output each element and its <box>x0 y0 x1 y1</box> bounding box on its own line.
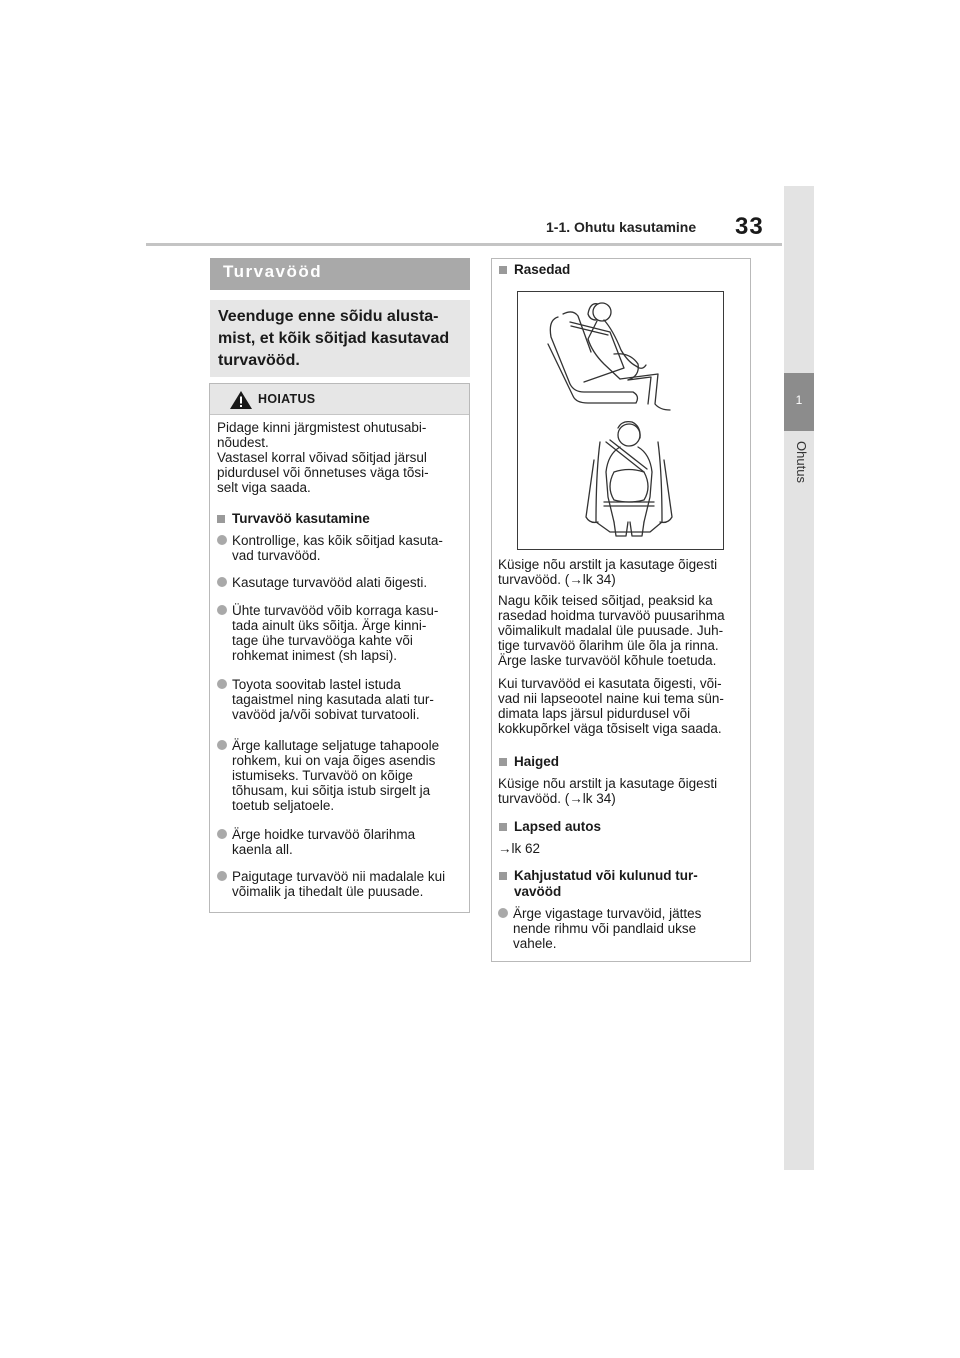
round-bullet-icon <box>217 577 227 587</box>
warning-bullet-4: Toyota soovitab lastel istuda tagaistmel ning kasutada alati tur- vavööd ja/või sobivat turvatooli. <box>232 677 434 722</box>
section-header: 1-1. Ohutu kasutamine <box>546 219 697 235</box>
warning-triangle-icon <box>229 390 253 410</box>
section-title: Turvavööd <box>223 262 323 281</box>
square-bullet-icon <box>217 515 225 523</box>
warning-bullet-5: Ärge kallutage seljatuge tahapoole rohkem, kui on vaja õiges asendis istumiseks. Turvavöö on kõige tõhusam, kui sõitja istub sirgelt ja toetub seljatoele. <box>232 738 440 813</box>
chapter-side-tab <box>784 186 814 1170</box>
pregnant-woman-seatbelt-illustration <box>517 291 724 550</box>
lapsed-heading: Lapsed autos <box>514 819 602 834</box>
lapsed-page-reference[interactable]: →lk 62 <box>498 841 541 856</box>
warning-box <box>209 383 470 913</box>
section-title-bar <box>210 258 470 290</box>
warning-bullet-3: Ühte turvavööd võib korraga kasu- tada ainult üks sõitja. Ärge kinni- tage ühe turvavööga kahte või rohkemat inimest (sh lapsi). <box>232 603 439 663</box>
round-bullet-icon <box>498 908 508 918</box>
rasedad-paragraph-3: Kui turvavööd ei kasutata õigesti, või- vad nii lapseootel naine kui tema sün- dimata laps järsul pidurdusel või kokkupõrkel väga tõsiselt viga saada. <box>498 676 724 736</box>
rasedad-heading: Rasedad <box>514 262 571 277</box>
square-bullet-icon <box>499 758 507 766</box>
haiged-heading: Haiged <box>514 754 560 769</box>
damaged-bullet: Ärge vigastage turvavöid, jättes nende rihmu või pandlaid ukse vahele. <box>513 906 702 951</box>
warning-bullet-6: Ärge hoidke turvavöö õlarihma kaenla all. <box>232 827 416 857</box>
warning-bullet-7: Paigutage turvavöö nii madalale kui võimalik ja tihedalt üle puusade. <box>232 869 446 899</box>
round-bullet-icon <box>217 679 227 689</box>
warning-bullet-1: Kontrollige, kas kõik sõitjad kasuta- vad turvavööd. <box>232 533 443 563</box>
rasedad-paragraph-2: Nagu kõik teised sõitjad, peaksid ka rasedad hoidma turvavöö puusarihma võimalikult madalal üle puusade. Juh- tige turvavöö õlarihm üle õla ja rinna. Ärge laske turvavööl kõhule toetuda. <box>498 593 725 668</box>
header-divider <box>146 243 782 246</box>
intro-box <box>210 300 470 377</box>
warning-subheading: Turvavöö kasutamine <box>232 511 370 526</box>
damaged-heading: Kahjustatud või kulunud tur- vavööd <box>514 868 698 899</box>
rasedad-paragraph-1: Küsige nõu arstilt ja kasutage õigesti turvavööd. (→lk 34) <box>498 557 718 587</box>
chapter-label: Ohutus <box>794 441 809 483</box>
haiged-paragraph: Küsige nõu arstilt ja kasutage õigesti turvavööd. (→lk 34) <box>498 776 718 806</box>
seatbelt-illustration-drawing <box>518 292 723 549</box>
page-number: 33 <box>735 213 764 240</box>
square-bullet-icon <box>499 266 507 274</box>
warning-header <box>210 384 469 415</box>
round-bullet-icon <box>217 740 227 750</box>
chapter-number: 1 <box>795 393 803 407</box>
warning-label: HOIATUS <box>258 392 316 406</box>
round-bullet-icon <box>217 535 227 545</box>
warning-bullet-2: Kasutage turvavööd alati õigesti. <box>232 575 428 590</box>
warning-paragraph: Pidage kinni järgmistest ohutusabi- nõudest. Vastasel korral võivad sõitjad järsul pidurdusel või õnnetuses väga tõsi- selt viga saada. <box>217 420 429 495</box>
square-bullet-icon <box>499 823 507 831</box>
intro-text: Veenduge enne sõidu alusta- mist, et kõik sõitjad kasutavad turvavööd. <box>218 308 450 369</box>
round-bullet-icon <box>217 871 227 881</box>
round-bullet-icon <box>217 829 227 839</box>
round-bullet-icon <box>217 605 227 615</box>
square-bullet-icon <box>499 872 507 880</box>
